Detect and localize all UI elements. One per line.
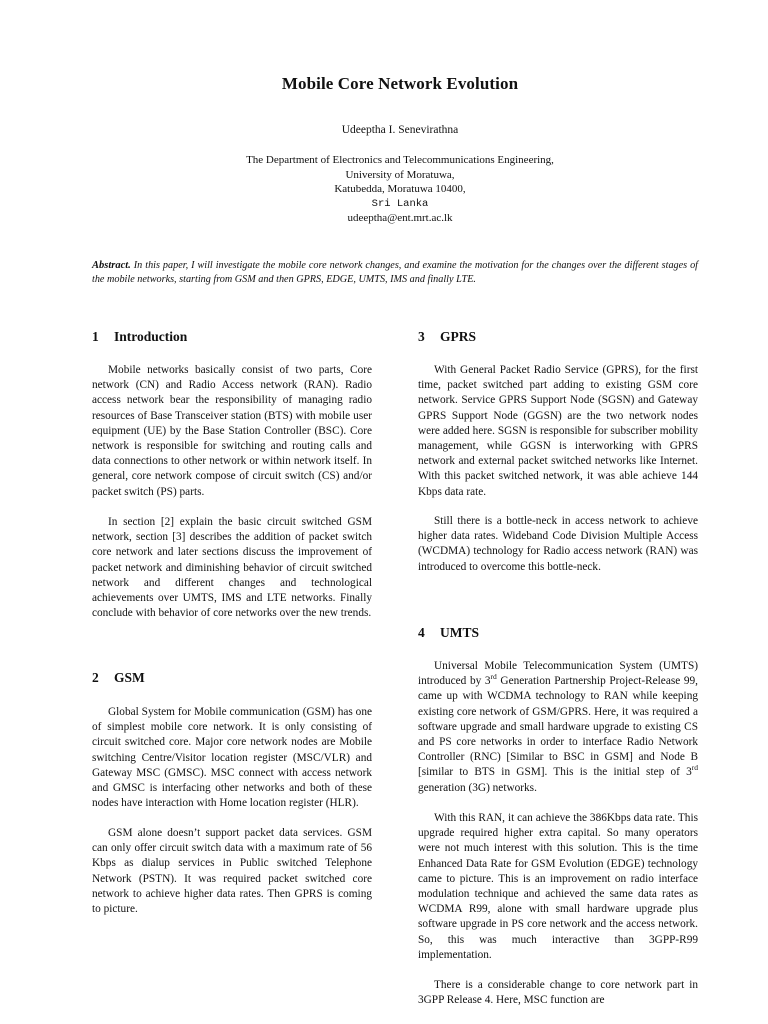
section-title: GPRS: [440, 329, 477, 344]
gsm-paragraph-1: Global System for Mobile communication (GSM) has one of simplest mobile core network. It is only consisting of circuit switched core. Major core network nodes are Mobile switching Centre/Visitor location register (MSC/VLR) and Gateway MSC (GMSC). MSC connect with access network and GMSC is interfacing other networks and both of these nodes have interaction with Home location register (HLR).: [92, 706, 372, 810]
section-title: UMTS: [440, 625, 480, 640]
affiliation-country: Sri Lanka: [371, 197, 429, 210]
superscript-rd: rd: [490, 672, 497, 682]
section-number: 4: [418, 625, 425, 640]
section-title: Introduction: [114, 329, 188, 344]
gprs-paragraph-1: With General Packet Radio Service (GPRS), for the first time, packet switched part adding to existing GSM core network. Service GPRS Support Node (SGSN) and Gateway GPRS Support Node (GGSN) are the two network nodes were added here. SGSN is responsible for subscriber mobility management, while GGSN is interworking with GPRS network and external packet switched networks like Internet. With this packet switched network, it was able achieve 144 Kbps data rate.: [418, 364, 698, 498]
umts-p1-text-c: generation (3G) networks.: [418, 781, 537, 794]
author-email: udeeptha@ent.mrt.ac.lk: [347, 212, 453, 224]
author-name: Udeeptha I. Senevirathna: [341, 124, 459, 136]
paper-title: Mobile Core Network Evolution: [281, 74, 519, 93]
abstract: [92, 259, 698, 287]
umts-p1-text-a: Universal Mobile Telecommunication System (UMTS) introduced by 3: [418, 660, 698, 688]
superscript-rd: rd: [691, 763, 698, 773]
intro-paragraph-1: Mobile networks basically consist of two parts, Core network (CN) and Radio Access network (RAN). Radio access network bear the responsibility of managing radio resources of Base Transceiver station (BTS) with mobile user equipment (UE) by the Base Station Controller (BSC). Core network is responsible for switching and routing calls and data connections to other network or within network itself. In general, core network compose of circuit switch (CS) and/or packet switch (PS) parts.: [92, 364, 372, 498]
section-heading-gprs: [418, 329, 476, 345]
umts-paragraph-3: There is a considerable change to core network part in 3GPP Release 4. Here, MSC function are: [418, 979, 698, 1007]
section-title: GSM: [114, 670, 145, 685]
abstract-label: Abstract.: [92, 260, 131, 271]
affiliation-block: [0, 153, 768, 226]
umts-paragraph-2: With this RAN, it can achieve the 386Kbps data rate. This upgrade required higher extra capital. So many operators were not much interest with this solution. This is the time Enhanced Data Rate for GSM Evolution (EDGE) technology came to picture. This is an improvement on radio interface modulation technique and achieved the same data rates as WCDMA R99, alone with small hardware upgrade plus software upgrade in PS core network and the access network. So, this was much interactive than 3GPP-R99 implementation.: [418, 812, 698, 961]
section-number: 1: [92, 329, 99, 344]
section-heading-gsm: [92, 670, 145, 686]
affiliation-university: University of Moratuwa,: [345, 168, 455, 181]
affiliation-department: The Department of Electronics and Telecommunications Engineering,: [246, 154, 554, 166]
gprs-paragraph-2: Still there is a bottle-neck in access network to achieve higher data rates. Wideband Code Division Multiple Access (WCDMA) technology for Radio access network (RAN) was introduced to overcome this bottle-neck.: [418, 515, 698, 573]
intro-paragraph-2: In section [2] explain the basic circuit switched GSM network, section [3] describes the addition of packet switch core network and later sections discuss the improvement of packet network and diminishing behavior of circuit switched network and different changes and technological achievements over UMTS, IMS and LTE networks. Finally conclude with behavior of core networks over the new trends.: [92, 516, 372, 620]
section-number: 2: [92, 670, 99, 685]
gsm-paragraph-2: GSM alone doesn’t support packet data services. GSM can only offer circuit switch data with a maximum rate of 56 Kbps as dialup services in Public switched Telephone Network (PSTN). It was required packet switched core network to achieve higher data rates. Then GPRS is coming to picture.: [92, 827, 372, 916]
umts-p1-text-b: Generation Partnership Project-Release 99, came up with WCDMA technology to RAN while keeping existing core network of GSM/GPRS. Here, it was required a software upgrade and small hardware upgrade to existing CS and PS core networks in order to interface Radio Network Controller (RNC) [Similar to BSC in GSM] and Node B [similar to BTS in GSM]. This is the initial step of 3: [418, 675, 699, 779]
umts-paragraph-1: [418, 659, 698, 796]
section-heading-umts: [418, 625, 479, 641]
section-heading-introduction: [92, 329, 187, 345]
abstract-text: In this paper, I will investigate the mobile core network changes, and examine the motivation for the changes over the different stages of the mobile networks, starting from GSM and then GPRS, EDGE, UMTS, IMS and finally LTE.: [92, 260, 699, 285]
section-number: 3: [418, 329, 425, 344]
affiliation-address: Katubedda, Moratuwa 10400,: [334, 183, 466, 195]
